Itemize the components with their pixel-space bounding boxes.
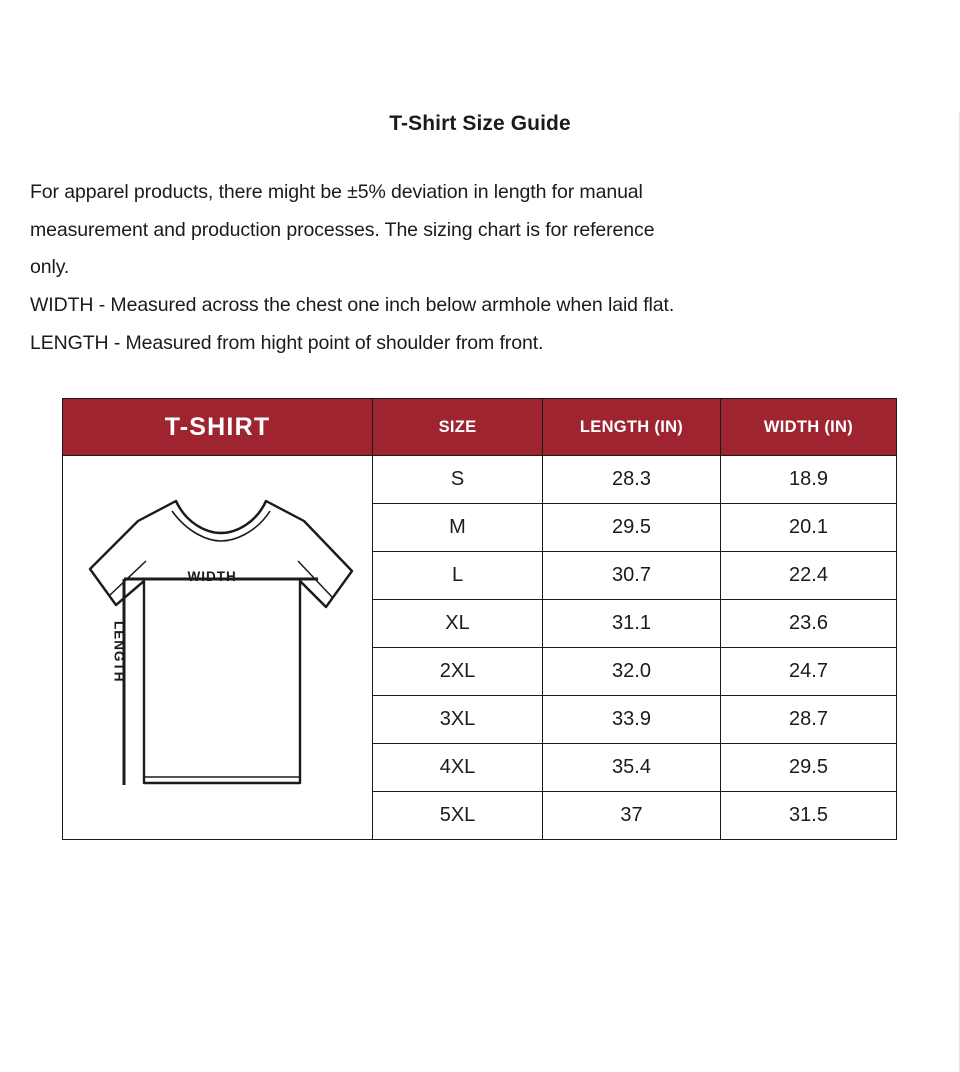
cell-size: L	[373, 552, 543, 600]
table-header-row	[63, 399, 897, 456]
cell-width: 20.1	[721, 504, 897, 552]
cell-size: 2XL	[373, 648, 543, 696]
cell-size: 4XL	[373, 744, 543, 792]
cell-width: 18.9	[721, 456, 897, 504]
diagram-length-label: LENGTH	[111, 620, 127, 683]
cell-width: 23.6	[721, 600, 897, 648]
intro-line-3: only.	[30, 256, 70, 279]
intro-text	[30, 174, 930, 362]
cell-size: M	[373, 504, 543, 552]
cell-width: 28.7	[721, 696, 897, 744]
header-brand: T-SHIRT	[63, 399, 373, 456]
cell-length: 37	[543, 792, 721, 840]
header-length: LENGTH (IN)	[543, 399, 721, 456]
cell-length: 29.5	[543, 504, 721, 552]
cell-length: 31.1	[543, 600, 721, 648]
size-chart-table	[62, 398, 897, 840]
cell-length: 32.0	[543, 648, 721, 696]
cell-width: 31.5	[721, 792, 897, 840]
cell-width: 24.7	[721, 648, 897, 696]
tshirt-diagram	[68, 483, 368, 813]
cell-size: XL	[373, 600, 543, 648]
cell-length: 28.3	[543, 456, 721, 504]
cell-length: 35.4	[543, 744, 721, 792]
size-chart-wrapper	[62, 398, 896, 840]
intro-line-width: WIDTH - Measured across the chest one inch below armhole when laid flat.	[30, 293, 675, 316]
intro-line-2: measurement and production processes. The sizing chart is for reference	[30, 218, 655, 241]
tshirt-diagram-cell	[63, 456, 373, 840]
cell-size: 5XL	[373, 792, 543, 840]
cell-size: 3XL	[373, 696, 543, 744]
diagram-width-label: WIDTH	[187, 568, 237, 584]
intro-line-1: For apparel products, there might be ±5% deviation in length for manual	[30, 181, 643, 203]
cell-length: 33.9	[543, 696, 721, 744]
cell-length: 30.7	[543, 552, 721, 600]
intro-line-length: LENGTH - Measured from hight point of shoulder from front.	[30, 331, 544, 354]
header-size: SIZE	[373, 399, 543, 456]
page-title: T-Shirt Size Guide	[389, 112, 571, 135]
table-row	[63, 456, 897, 504]
header-width: WIDTH (IN)	[721, 399, 897, 456]
cell-size: S	[373, 456, 543, 504]
cell-width: 29.5	[721, 744, 897, 792]
cell-width: 22.4	[721, 552, 897, 600]
size-guide-page	[0, 112, 960, 1072]
